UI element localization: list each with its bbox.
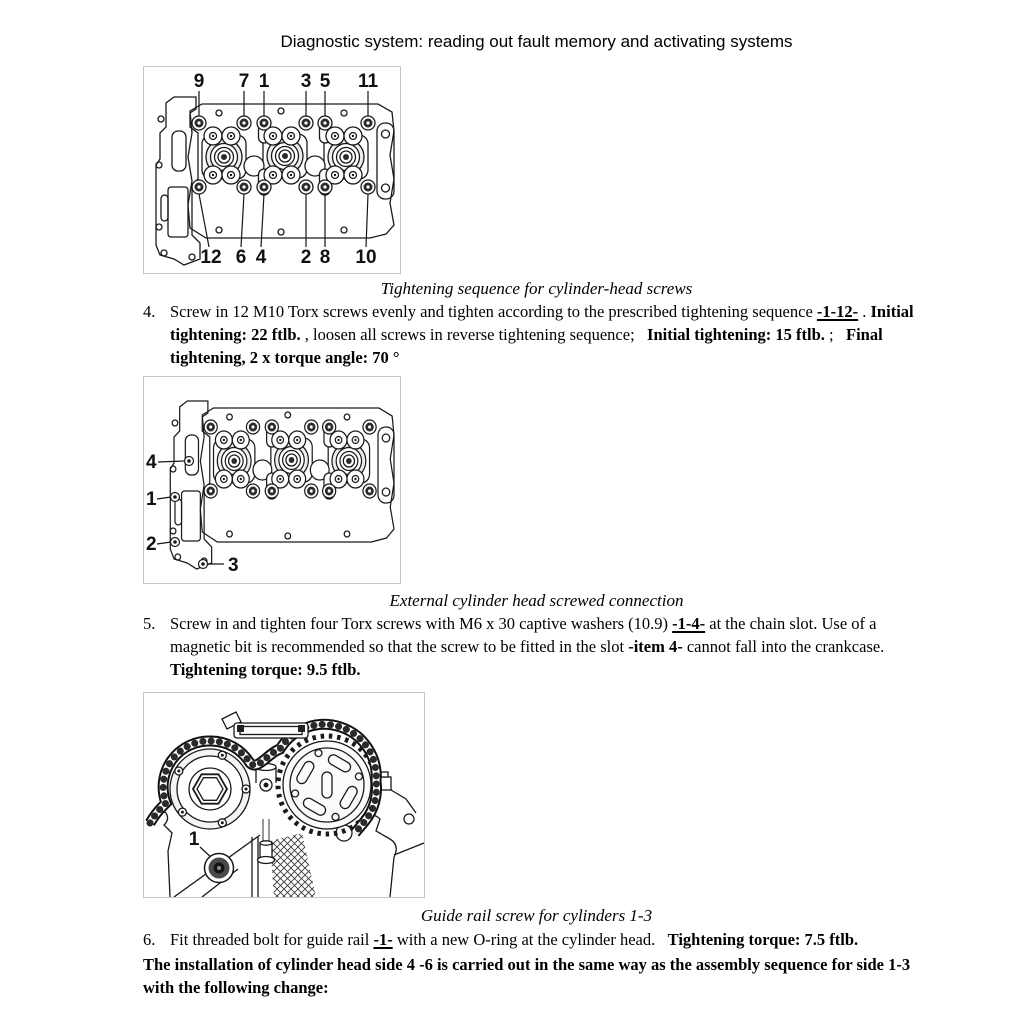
figure-tightening-sequence xyxy=(143,66,401,274)
sequence-ref: -1- xyxy=(373,930,393,949)
torque-spec: Initial tightening: 15 ftlb. xyxy=(647,325,825,344)
cylinder-head-top-view-diagram xyxy=(144,67,400,273)
sequence-ref: -1-4- xyxy=(672,614,706,633)
screw-number-label: 10 xyxy=(355,247,377,268)
page-title: Diagnostic system: reading out fault memory and activating systems xyxy=(280,32,793,51)
screw-number-label: 5 xyxy=(319,71,331,92)
text-run: ; xyxy=(824,325,846,344)
screw-number-label: 2 xyxy=(146,534,157,555)
step-number: 4. xyxy=(143,302,156,321)
step-number: 5. xyxy=(143,614,156,633)
step-6 xyxy=(143,928,930,951)
text-run: Screw in and tighten four Torx screws with M6 x 30 captive washers (10.9) xyxy=(170,614,673,633)
figure-caption: External cylinder head screwed connection xyxy=(389,591,684,610)
torque-spec: Tightening torque: 9.5 ftlb. xyxy=(170,660,361,679)
screw-number-label: 1 xyxy=(258,71,270,92)
screw-number-label: 3 xyxy=(228,555,239,576)
figure-caption: Guide rail screw for cylinders 1-3 xyxy=(420,906,653,925)
text-run: Fit threaded bolt for guide rail xyxy=(170,930,374,949)
torque-spec: Initial tightening: 22 ftlb. xyxy=(170,302,914,344)
screw-number-label: 6 xyxy=(235,247,247,268)
figure-external-connection xyxy=(143,376,401,584)
step-text xyxy=(170,300,930,369)
text-run: cannot fall into the crankcase. xyxy=(682,637,893,656)
step-4 xyxy=(143,300,930,369)
screw-number-label: 8 xyxy=(319,247,331,268)
text-run: , loosen all screws in reverse tightening sequence; xyxy=(300,325,648,344)
text-run: with a new O-ring at the cylinder head. xyxy=(392,930,668,949)
text-run: Screw in 12 M10 Torx screws evenly and tighten according to the prescribed tightening sequence xyxy=(170,302,817,321)
torque-spec: Final tightening, 2 x torque angle: 70 ° xyxy=(170,325,883,367)
screw-number-label: 2 xyxy=(300,247,312,268)
screw-number-label: 11 xyxy=(357,71,379,92)
screw-number-label: 4 xyxy=(146,452,157,473)
step-5 xyxy=(143,612,930,681)
text-run: at the chain slot. Use of a magnetic bit is recommended so that the screw to be fitted in the slot xyxy=(170,614,877,656)
screw-number-label: 1 xyxy=(188,829,200,850)
torque-spec: Tightening torque: 7.5 ftlb. xyxy=(667,930,859,949)
closing-note: The installation of cylinder head side 4 -6 is carried out in the same way as the assembly sequence for side 1-3 with the following change: xyxy=(143,955,911,997)
item-ref: -item 4- xyxy=(628,637,683,656)
screw-number-label: 3 xyxy=(300,71,312,92)
figure-guide-rail xyxy=(143,692,425,898)
step-number: 6. xyxy=(143,930,156,949)
screw-number-label: 4 xyxy=(255,247,267,268)
step-text xyxy=(170,612,930,681)
sequence-ref: -1-12- xyxy=(816,302,859,321)
screw-number-label: 12 xyxy=(200,247,222,268)
cylinder-head-external-screws-diagram xyxy=(144,377,400,583)
screw-number-label: 9 xyxy=(193,71,205,92)
text-run: . xyxy=(858,302,871,321)
step-text xyxy=(170,928,930,951)
screw-number-label: 1 xyxy=(146,489,157,510)
screw-number-label: 7 xyxy=(238,71,250,92)
timing-chain-diagram xyxy=(144,693,424,897)
figure-caption: Tightening sequence for cylinder-head screws xyxy=(380,279,693,298)
